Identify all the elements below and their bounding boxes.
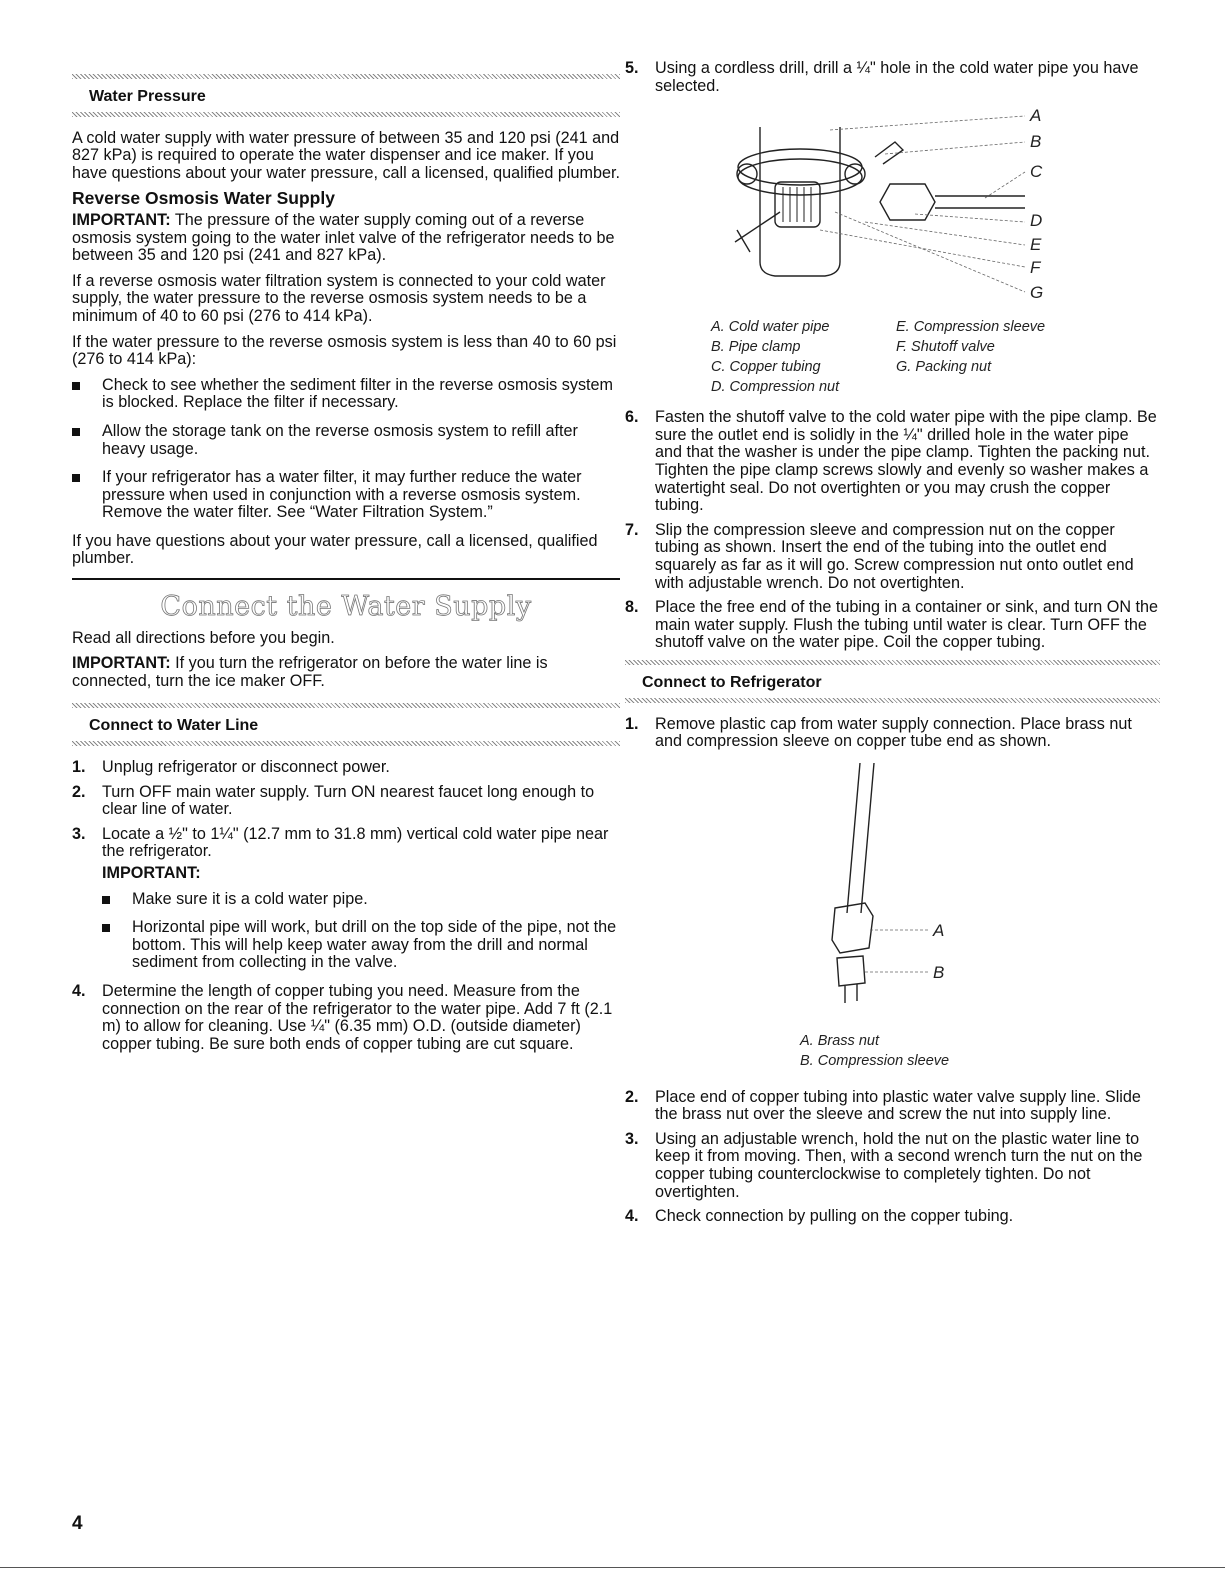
caption-item: D. Compression nut [711,379,840,396]
list-item: Horizontal pipe will work, but drill on the top side of the pipe, not the bottom. This will help keep water away from the drill and normal sediment from collecting in the valve. [102,919,620,972]
drill-steps [625,60,1160,95]
step-item [625,1089,1160,1124]
step-item [625,409,1160,515]
diagram-label-b: B [1030,132,1042,152]
reverse-osmosis-para1: If a reverse osmosis water filtration system is connected to your cold water supply, the water pressure to the reverse osmosis system needs to be a minimum of 40 to 60 psi (276 to 414 kPa). [72,271,606,325]
caption-item: G. Packing nut [896,359,992,376]
caption-item: A. Brass nut [800,1032,879,1049]
step-text: Slip the compression sleeve and compression nut on the copper tubing as shown. Insert the end of the tubing into the outlet end squarely as far as it will go. Screw compression nut onto outlet end with adjustable wrench. Do not overtighten. [655,520,1134,592]
caption-item: B. Pipe clamp [711,339,801,356]
diagram-label-c: C [1030,162,1043,182]
diagram-label-f: F [1030,258,1041,278]
step-item [625,60,1160,95]
list-item: Allow the storage tank on the reverse osmosis system to refill after heavy usage. [72,423,620,458]
step-text: Place end of copper tubing into plastic water valve supply line. Slide the brass nut over the sleeve and screw the nut into supply line. [655,1087,1141,1124]
water-line-header [72,703,620,746]
copper-tube-shape [847,763,874,913]
caption-item: F. Shutoff valve [896,339,995,356]
step-number: 4. [625,1207,639,1226]
diagram2-captions [800,1031,1160,1071]
step-number: 3. [72,824,86,843]
caption-item: C. Copper tubing [711,359,821,376]
step-number: 6. [625,408,639,427]
right-column [625,60,1160,1233]
step-text: Unplug refrigerator or disconnect power. [102,758,390,777]
water-pressure-header [72,74,620,117]
step-text: Determine the length of copper tubing you need. Measure from the connection on the rear of the refrigerator to the water pipe. Add 7 ft (2.1 m) to allow for cleaning. Use ¼" (6.35 mm) O.D. (outside diameter) copper tubing. Be sure both ends of copper tubing are cut square. [102,981,613,1053]
fasten-steps [625,409,1160,652]
diagram-label-d: D [1030,211,1043,231]
pipe-clamp-shape [738,149,862,185]
refrigerator-heading: Connect to Refrigerator [642,673,822,691]
diagram-label-e: E [1030,235,1042,255]
caption-col2 [896,317,1071,397]
page-bottom-rule [0,1567,1225,1568]
water-line-steps [72,759,620,1053]
list-item: Make sure it is a cold water pipe. [102,891,620,909]
diagram1-captions [711,317,1160,397]
hatch-divider [72,112,620,117]
hatch-divider [72,741,620,746]
step-number: 1. [625,714,639,733]
step-item [625,1208,1160,1226]
water-pressure-body: A cold water supply with water pressure of between 35 and 120 psi (241 and 827 kPa) is required to operate the water dispenser and ice maker. If you have questions about your water pressure, call a licensed, qualified plumber. [72,128,620,182]
important-text: The pressure of the water supply coming out of a reverse osmosis system going to the water inlet valve of the refrigerator needs to be between 35 and 120 psi (241 and 827 kPa). [72,210,615,265]
diagram-label-g: G [1030,283,1044,303]
step-number: 3. [625,1129,639,1148]
step-item [72,759,620,777]
step-number: 1. [72,758,86,777]
step-sub-bullets [102,891,620,972]
reverse-osmosis-bullets [72,377,620,522]
step-text: Locate a ½" to 1¼" (12.7 mm to 31.8 mm) vertical cold water pipe near the refrigerator. [102,824,609,861]
connect-supply-important [72,655,620,690]
step-item [72,826,620,972]
water-pressure-heading: Water Pressure [89,88,206,105]
diagram2-label-b: B [933,962,945,982]
caption-item: A. Cold water pipe [711,319,830,336]
refrigerator-steps [625,1089,1160,1226]
reverse-osmosis-important [72,212,620,265]
step-number: 7. [625,520,639,539]
step-important-label: IMPORTANT: [102,864,201,882]
connect-supply-title: Connect the Water Supply [160,591,532,623]
clamp-screw-right [845,164,865,184]
list-item: Check to see whether the sediment filter in the reverse osmosis system is blocked. Replace the filter if necessary. [72,377,620,412]
caption-col1 [711,317,896,397]
step-number: 8. [625,598,639,617]
copper-tubing-shape [935,196,1025,208]
step-text: Turn OFF main water supply. Turn ON nearest faucet long enough to clear line of water. [102,782,595,819]
section-rule [72,578,620,580]
reverse-osmosis-para2: If the water pressure to the reverse osmosis system is less than 40 to 60 psi (276 to 414 kPa): [72,332,617,369]
water-line-heading: Connect to Water Line [89,717,259,735]
shutoff-valve-diagram [625,102,1160,307]
step-text: Place the free end of the tubing in a container or sink, and turn ON the main water supply. Flush the tubing until water is clear. Turn OFF the shutoff valve on the water pipe. Coil the copper tubing. [655,598,1159,652]
diagram2-label-a: A [933,920,945,940]
compression-sleeve-shape [837,956,865,986]
important-text: If you turn the refrigerator on before the water line is connected, turn the ice maker OFF. [72,654,548,690]
step-number: 4. [72,981,86,1000]
connect-supply-intro: Read all directions before you begin. [72,628,335,647]
step-text: Using a cordless drill, drill a ¼" hole in the cold water pipe you have selected. [655,59,1139,95]
hatch-divider [625,698,1160,703]
brass-nut-diagram [625,758,1160,1023]
step-number: 2. [72,782,86,801]
valve-handle [735,212,780,252]
step-item [625,1131,1160,1201]
reverse-osmosis-heading: Reverse Osmosis Water Supply [72,188,335,209]
reverse-osmosis-para3: If you have questions about your water pressure, call a licensed, qualified plumber. [72,531,598,568]
important-label: IMPORTANT: [72,210,171,229]
step-number: 2. [625,1087,639,1106]
step-item [625,599,1160,652]
step-item [72,983,620,1053]
important-label: IMPORTANT: [72,654,171,673]
step-text: Check connection by pulling on the copper tubing. [655,1207,1014,1226]
step-text: Remove plastic cap from water supply connection. Place brass nut and compression sleeve on copper tube end as shown. [655,714,1132,751]
step-item [72,784,620,819]
step-text: Fasten the shutoff valve to the cold water pipe with the pipe clamp. Be sure the outlet end is solidly in the ¼" drilled hole in the water pipe and that the washer is under the pipe clamp. Tighten the packing nut. Tighten the pipe clamp screws slowly and evenly so washer makes a watertight seal. Do not overtighten or you may crush the copper tubing. [655,408,1157,515]
step-item [625,716,1160,751]
step-number: 5. [625,59,639,77]
step-item [625,522,1160,592]
page-number: 4 [72,1513,83,1534]
step-text: Using an adjustable wrench, hold the nut on the plastic water line to keep it from moving. Then, with a second wrench turn the nut on the copper tubing counterclockwise to completely tighten. Do not overtighten. [655,1129,1143,1201]
caption-item: B. Compression sleeve [800,1052,950,1069]
caption-item: E. Compression sleeve [896,319,1046,336]
refrigerator-header [625,660,1160,703]
list-item: If your refrigerator has a water filter, it may further reduce the water pressure when used in conjunction with a reverse osmosis system. Remove the water filter. See “Water Filtration System.” [72,469,620,522]
left-column [72,60,620,1060]
wing-screw [875,142,903,164]
diagram-label-a: A [1030,106,1042,126]
brass-nut-shape [832,903,873,953]
refrigerator-step1 [625,716,1160,751]
